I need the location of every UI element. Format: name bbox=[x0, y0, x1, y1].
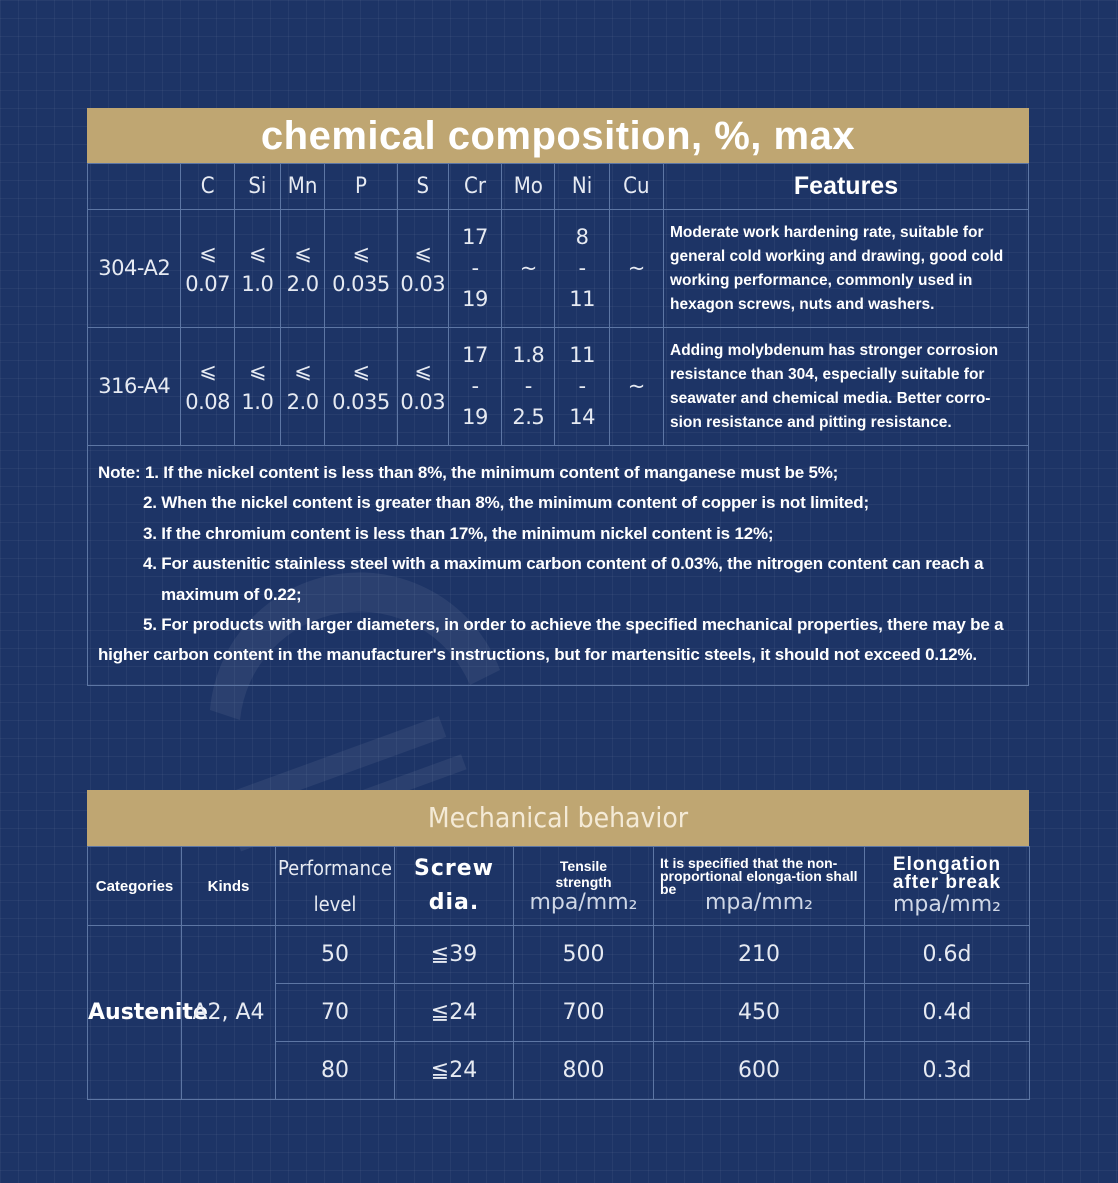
p-cell: ⩽ 0.035 bbox=[325, 210, 397, 328]
mn-cell: ⩽ 2.0 bbox=[281, 328, 325, 446]
level-cell: 80 bbox=[276, 1042, 395, 1100]
note-3: 3. If the chromium content is less than 17%, the minimum nickel content is 12%; bbox=[143, 523, 774, 543]
header-non-proportional-elongation: It is specified that the non-proportional elonga-tion shall be mpa/mm₂ bbox=[654, 847, 865, 926]
header-features: Features bbox=[664, 164, 1029, 210]
level-cell: 70 bbox=[276, 984, 395, 1042]
header-grade bbox=[88, 164, 181, 210]
header-tensile-strength: Tensile strength mpa/mm₂ bbox=[514, 847, 654, 926]
after-break-cell: 0.6d bbox=[865, 926, 1030, 984]
c-cell: ⩽ 0.08 bbox=[181, 328, 234, 446]
c-cell: ⩽ 0.07 bbox=[181, 210, 234, 328]
header-performance-level: Performance level bbox=[276, 847, 395, 926]
chemical-header-row bbox=[88, 164, 1029, 210]
tensile-cell: 700 bbox=[514, 984, 654, 1042]
header-kinds: Kinds bbox=[182, 847, 276, 926]
header-c: C bbox=[181, 164, 234, 210]
header-si: Si bbox=[234, 164, 280, 210]
tensile-cell: 500 bbox=[514, 926, 654, 984]
note-5-continued: higher carbon content in the manufacturer's instructions, but for martensitic steels, it should not exceed 0.12%. bbox=[98, 645, 977, 665]
chemical-composition-table bbox=[87, 163, 1029, 686]
cu-cell: ~ bbox=[609, 328, 663, 446]
mo-cell: 1.8 - 2.5 bbox=[502, 328, 555, 446]
cr-cell: 17 - 19 bbox=[448, 328, 501, 446]
table-row bbox=[88, 926, 1030, 984]
notes-cell bbox=[88, 446, 1029, 686]
ni-cell: 8 - 11 bbox=[555, 210, 609, 328]
header-mo: Mo bbox=[502, 164, 555, 210]
s-cell: ⩽ 0.03 bbox=[397, 210, 448, 328]
elongation-spec-cell: 210 bbox=[654, 926, 865, 984]
table-row-316-a4 bbox=[88, 328, 1029, 446]
p-cell: ⩽ 0.035 bbox=[325, 328, 397, 446]
note-1: Note: 1. If the nickel content is less than 8%, the minimum content of manganese must be 5%; bbox=[98, 463, 839, 482]
note-5: 5. For products with larger diameters, in order to achieve the specified mechanical properties, there may be a bbox=[143, 615, 1004, 635]
after-break-cell: 0.3d bbox=[865, 1042, 1030, 1100]
mechanical-behavior-title: Mechanical behavior bbox=[87, 790, 1029, 846]
mechanical-header-row bbox=[88, 847, 1030, 926]
header-s: S bbox=[397, 164, 448, 210]
grade-cell: 304-A2 bbox=[88, 210, 181, 328]
screw-dia-cell: ≦24 bbox=[395, 1042, 514, 1100]
header-screw-dia: Screw dia. bbox=[395, 847, 514, 926]
level-cell: 50 bbox=[276, 926, 395, 984]
screw-dia-cell: ≦24 bbox=[395, 984, 514, 1042]
chemical-composition-title: chemical composition, %, max bbox=[87, 108, 1029, 163]
note-4-continued: maximum of 0.22; bbox=[161, 584, 302, 604]
features-cell: Moderate work hardening rate, suitable for general cold working and drawing, good cold working performance, commonly used in hexagon screws, nuts and washers. bbox=[664, 210, 1029, 328]
chemical-composition-panel bbox=[87, 108, 1029, 686]
elongation-spec-cell: 600 bbox=[654, 1042, 865, 1100]
header-p: P bbox=[325, 164, 397, 210]
note-4: 4. For austenitic stainless steel with a maximum carbon content of 0.03%, the nitrogen content can reach a bbox=[143, 554, 984, 574]
tensile-cell: 800 bbox=[514, 1042, 654, 1100]
after-break-cell: 0.4d bbox=[865, 984, 1030, 1042]
table-row-304-a2 bbox=[88, 210, 1029, 328]
category-cell: Austenite bbox=[88, 926, 182, 1100]
notes-row bbox=[88, 446, 1029, 686]
header-ni: Ni bbox=[555, 164, 609, 210]
si-cell: ⩽ 1.0 bbox=[234, 328, 280, 446]
header-elongation-after-break: Elongation after break mpa/mm₂ bbox=[865, 847, 1030, 926]
header-mn: Mn bbox=[281, 164, 325, 210]
cr-cell: 17 - 19 bbox=[448, 210, 501, 328]
cu-cell: ~ bbox=[609, 210, 663, 328]
s-cell: ⩽ 0.03 bbox=[397, 328, 448, 446]
header-cr: Cr bbox=[448, 164, 501, 210]
header-categories: Categories bbox=[88, 847, 182, 926]
note-2: 2. When the nickel content is greater than 8%, the minimum content of copper is not limited; bbox=[143, 493, 869, 513]
mechanical-behavior-table bbox=[87, 846, 1030, 1100]
mechanical-behavior-panel bbox=[87, 790, 1029, 1100]
grade-cell: 316-A4 bbox=[88, 328, 181, 446]
mn-cell: ⩽ 2.0 bbox=[281, 210, 325, 328]
ni-cell: 11 - 14 bbox=[555, 328, 609, 446]
elongation-spec-cell: 450 bbox=[654, 984, 865, 1042]
header-cu: Cu bbox=[609, 164, 663, 210]
kinds-cell: A2, A4 bbox=[182, 926, 276, 1100]
mo-cell: ~ bbox=[502, 210, 555, 328]
features-cell: Adding molybdenum has stronger corrosion resistance than 304, especially suitable for seawater and chemical media. Better corro-sion resistance and pitting resistance. bbox=[664, 328, 1029, 446]
screw-dia-cell: ≦39 bbox=[395, 926, 514, 984]
si-cell: ⩽ 1.0 bbox=[234, 210, 280, 328]
